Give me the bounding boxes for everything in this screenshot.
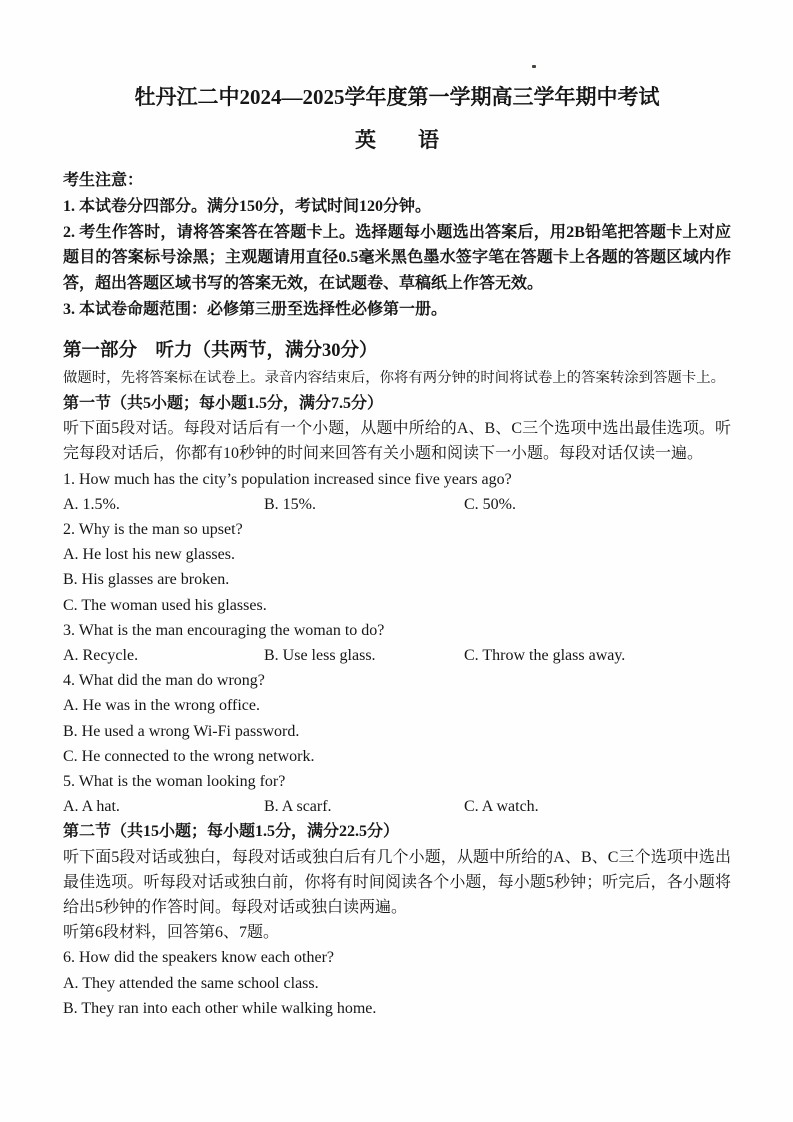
section1-instructions: 听下面5段对话。每段对话后有一个小题，从题中所给的A、B、C三个选项中选出最佳选项。听完每段对话后，你都有10秒钟的时间来回答有关小题和阅读下一小题。每段对话仅读一遍。 bbox=[63, 420, 731, 463]
question-text: 5. What is the woman looking for? bbox=[63, 773, 286, 791]
options-inline bbox=[63, 643, 731, 668]
question bbox=[63, 467, 731, 517]
options-stacked bbox=[63, 693, 731, 769]
notice-item-3: 3. 本试卷命题范围：必修第三册至选择性必修第一册。 bbox=[63, 300, 448, 318]
option: C. The woman used his glasses. bbox=[63, 596, 267, 614]
question-text: 3. What is the man encouraging the woman to do? bbox=[63, 621, 385, 639]
option: B. 15%. bbox=[264, 495, 316, 513]
exam-subject: 英 语 bbox=[355, 128, 439, 152]
option: B. His glasses are broken. bbox=[63, 571, 230, 589]
material-note: 听第6段材料，回答第6、7题。 bbox=[63, 924, 280, 942]
notice-item-1: 1. 本试卷分四部分。满分150分，考试时间120分钟。 bbox=[63, 197, 432, 215]
part1-intro: 做题时，先将答案标在试卷上。录音内容结束后，你将有两分钟的时间将试卷上的答案转涂到答题卡上。 bbox=[63, 369, 725, 386]
question bbox=[63, 945, 731, 1021]
section1-questions bbox=[63, 467, 731, 820]
question bbox=[63, 618, 731, 668]
question bbox=[63, 769, 731, 819]
question-text: 2. Why is the man so upset? bbox=[63, 521, 243, 538]
exam-title: 牡丹江二中2024—2025学年度第一学期高三学年期中考试 bbox=[134, 85, 660, 109]
option: B. Use less glass. bbox=[264, 647, 376, 665]
candidate-notice bbox=[63, 168, 731, 323]
section2-instructions: 听下面5段对话或独白，每段对话或独白后有几个小题，从题中所给的A、B、C三个选项中选出最佳选项。听每段对话或独白前，你将有时间阅读各个小题，每小题5秒钟；听完后，各小题将给出5秒钟的作答时间。每段对话或独白读两遍。 bbox=[63, 848, 731, 917]
question bbox=[63, 668, 731, 769]
option: A. Recycle. bbox=[63, 647, 139, 665]
page-content bbox=[63, 84, 731, 1021]
question bbox=[63, 517, 731, 618]
options-stacked bbox=[63, 971, 731, 1021]
section2-heading: 第二节（共15小题；每小题1.5分，满分22.5分） bbox=[63, 823, 400, 841]
option: C. 50%. bbox=[464, 495, 516, 513]
listening-body bbox=[63, 391, 731, 1021]
question-text: 6. How did the speakers know each other? bbox=[63, 949, 335, 967]
option: A. He lost his new glasses. bbox=[63, 546, 235, 564]
notice-heading: 考生注意： bbox=[63, 172, 144, 189]
option: C. Throw the glass away. bbox=[464, 647, 626, 665]
options-inline bbox=[63, 794, 731, 819]
options-inline bbox=[63, 492, 731, 517]
notice-item-2: 2. 考生作答时，请将答案答在答题卡上。选择题每小题选出答案后，用2B铅笔把答题卡上对应题目的答案标号涂黑；主观题请用直径0.5毫米黑色墨水签字笔在答题卡上各题的答题区域内作答，超出答题区域书写的答案无效，在试题卷、草稿纸上作答无效。 bbox=[63, 223, 731, 293]
scan-speck bbox=[532, 65, 536, 68]
part1-heading: 第一部分 听力（共两节，满分30分） bbox=[63, 340, 378, 361]
option: C. He connected to the wrong network. bbox=[63, 747, 315, 765]
section2-questions bbox=[63, 945, 731, 1021]
option: C. A watch. bbox=[464, 798, 539, 816]
option: A. A hat. bbox=[63, 798, 120, 816]
option: A. They attended the same school class. bbox=[63, 974, 319, 992]
option: B. They ran into each other while walking home. bbox=[63, 999, 377, 1017]
option: A. He was in the wrong office. bbox=[63, 697, 260, 715]
section1-heading: 第一节（共5小题；每小题1.5分，满分7.5分） bbox=[63, 394, 384, 412]
option: B. A scarf. bbox=[264, 798, 332, 816]
option: B. He used a wrong Wi-Fi password. bbox=[63, 722, 300, 740]
option: A. 1.5%. bbox=[63, 495, 120, 513]
question-text: 4. What did the man do wrong? bbox=[63, 672, 265, 690]
options-stacked bbox=[63, 542, 731, 618]
question-text: 1. How much has the city’s population increased since five years ago? bbox=[63, 470, 512, 488]
